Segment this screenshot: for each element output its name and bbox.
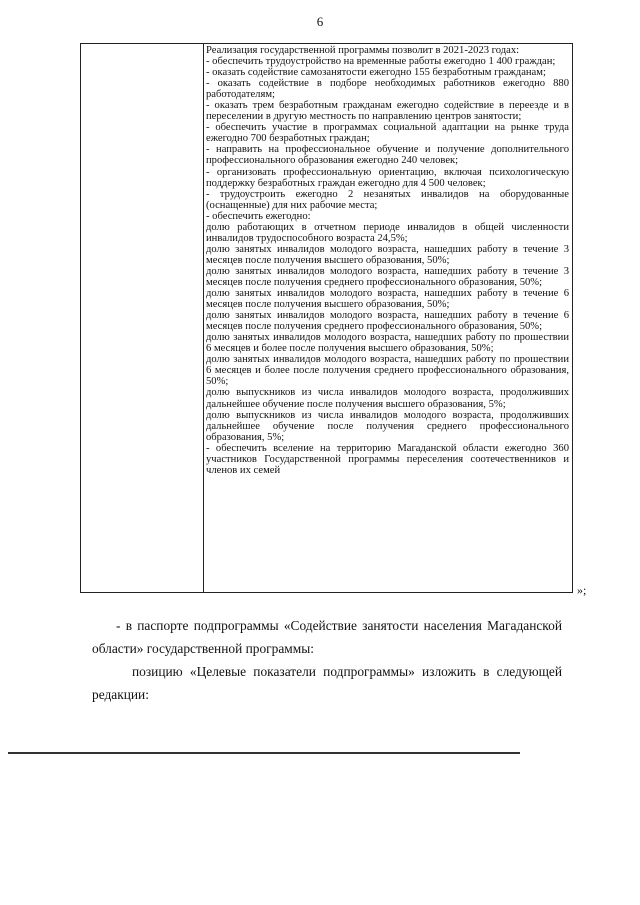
closing-quote: »;	[577, 583, 587, 597]
table-line: Реализация государственной программы позволит в 2021-2023 годах:	[206, 45, 520, 56]
table-line: - оказать содействие самозанятости ежегодно 155 безработным гражданам;	[206, 67, 546, 79]
table-line: долю работающих в отчетном периоде инвалидов в общей численности инвалидов трудоспособного возраста 24,5%;	[206, 221, 569, 244]
table-line: - обеспечить трудоустройство на временные работы ежегодно 1 400 граждан;	[206, 56, 556, 68]
table-line: - трудоустроить ежегодно 2 незанятых инвалидов на оборудованные (оснащенные) для них рабочие места;	[206, 188, 569, 211]
amendment-paragraph: позицию «Целевые показатели подпрограммы» изложить в следующей редакции:	[92, 664, 562, 703]
page-number: 6	[316, 14, 324, 29]
table-line: - обеспечить участие в программах социальной адаптации на рынке труда ежегодно 700 безработных граждан;	[206, 122, 569, 145]
column-divider	[203, 44, 204, 592]
table-line: долю занятых инвалидов молодого возраста, нашедших работу в течение 6 месяцев после получения высшего образования, 50%;	[206, 288, 569, 311]
table-line: долю занятых инвалидов молодого возраста, нашедших работу в течение 3 месяцев после получения высшего образования, 50%;	[206, 243, 569, 266]
table-line: долю занятых инвалидов молодого возраста, нашедших работу в течение 3 месяцев после получения среднего профессионального образования, 50%;	[206, 265, 569, 288]
table-line: - обеспечить вселение на территорию Магаданской области ежегодно 360 участников Государственной программы переселения соотечественников и членов их семей	[206, 442, 569, 476]
table-line: долю занятых инвалидов молодого возраста, нашедших работу в течение 6 месяцев после получения среднего профессионального образования, 50%;	[206, 310, 569, 333]
table-line: - оказать содействие в подборе необходимых работников ежегодно 880 работодателям;	[206, 78, 569, 101]
table-line: долю занятых инвалидов молодого возраста, нашедших работу по прошествии 6 месяцев и более после получения среднего профессионального образования, 50%;	[206, 354, 569, 388]
table-line: долю выпускников из числа инвалидов молодого возраста, продолживших дальнейшее обучение после получения среднего профессионального образования, 5%;	[206, 409, 569, 443]
table-line: - оказать трем безработным гражданам ежегодно содействие в переезде и в переселении в другую местность по направлению центров занятости;	[206, 100, 569, 123]
table-line: - обеспечить ежегодно:	[206, 210, 311, 222]
program-results-cell	[206, 45, 569, 476]
amendment-paragraph: - в паспорте подпрограммы «Содействие занятости населения Магаданской области» государственной программы:	[92, 618, 562, 657]
table-line: - организовать профессиональную ориентацию, включая психологическую поддержку безработных граждан ежегодно для 4 500 человек;	[206, 166, 569, 189]
program-results-table	[80, 43, 573, 593]
table-line: долю выпускников из числа инвалидов молодого возраста, продолживших дальнейшее обучение после получения высшего образования, 5%;	[206, 387, 569, 410]
table-line: - направить на профессиональное обучение и получение дополнительного профессионального образования ежегодно 240 человек;	[206, 144, 569, 167]
table-line: долю занятых инвалидов молодого возраста, нашедших работу по прошествии 6 месяцев и более после получения высшего образования, 50%;	[206, 332, 569, 355]
footer-rule	[8, 752, 520, 754]
